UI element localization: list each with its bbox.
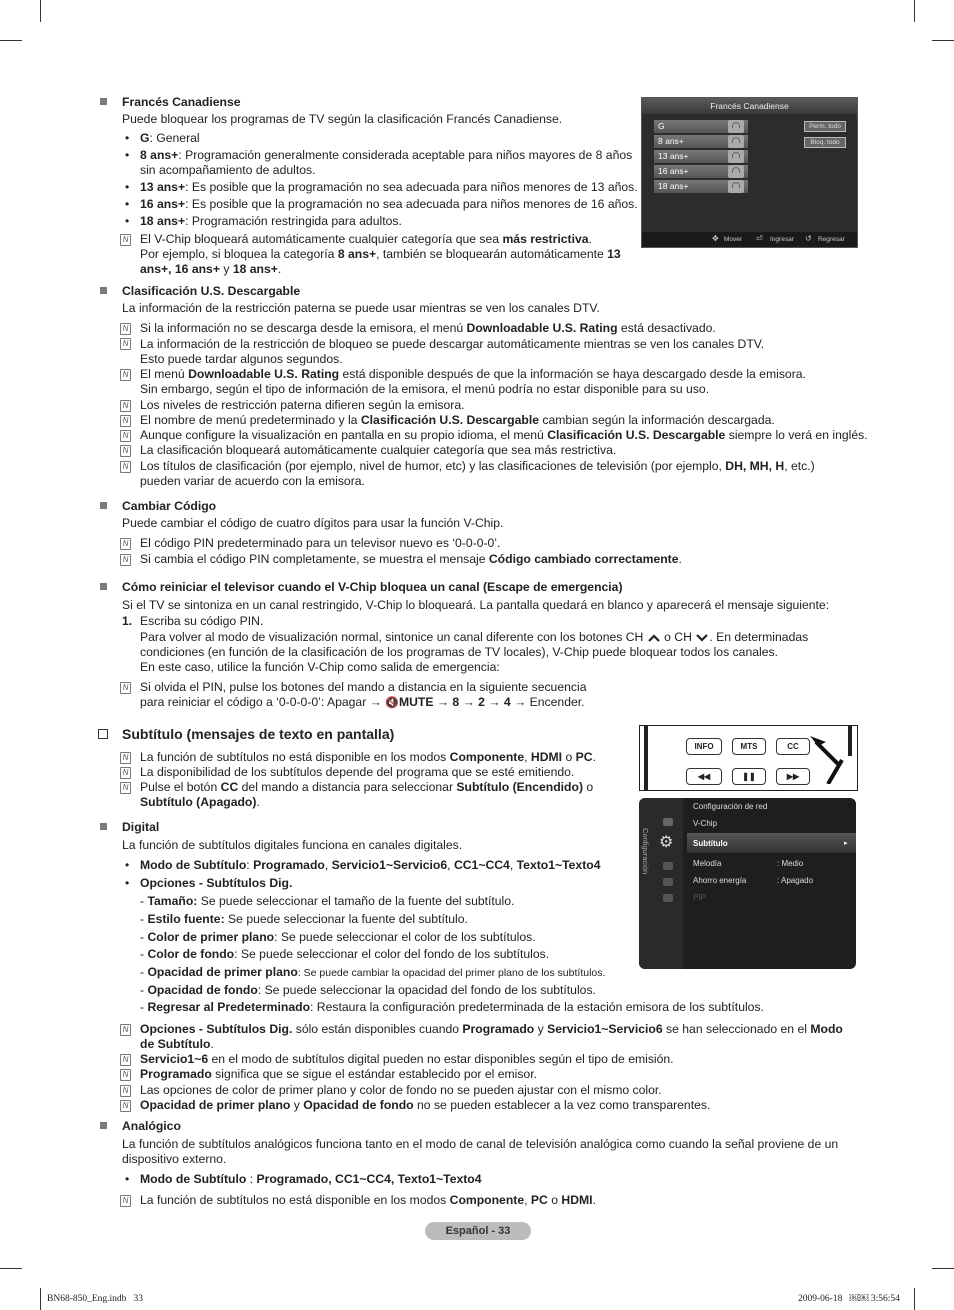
digital-option-fgcolor: - Color de primer plano: Se puede seleccionar el color de los subtítulos. bbox=[140, 930, 536, 944]
sidebar-icon bbox=[663, 878, 673, 886]
section-bullet-icon bbox=[100, 287, 107, 294]
digital-note-1: Opciones - Subtítulos Dig. sólo están disponibles cuando Programado y Servicio1~Servicio6 se han seleccionado en el Modo bbox=[140, 1022, 843, 1036]
usd-note-8: Los títulos de clasificación (por ejemplo, nivel de humor, etc) y las clasificaciones de televisión (por ejemplo, DH, MH, H, etc.) bbox=[140, 459, 815, 473]
rating-row-18[interactable]: 18 ans+ bbox=[654, 180, 748, 193]
crop-mark bbox=[0, 40, 22, 41]
menu-item-pip[interactable]: PIP bbox=[693, 893, 706, 902]
remote-edge bbox=[644, 726, 648, 790]
checkbox-icon bbox=[98, 729, 108, 739]
usd-note-7: La clasificación bloqueará automáticamente cualquier categoría que sea más restrictiva. bbox=[140, 443, 617, 457]
bullet-dot: • bbox=[125, 197, 130, 211]
return-label: Regresar bbox=[818, 236, 845, 243]
digital-option-font: - Estilo fuente: Se puede seleccionar la fuente del subtítulo. bbox=[140, 912, 468, 926]
digital-note-4: Las opciones de color de primer plano y color de fondo no se pueden ajustar con el mismo color. bbox=[140, 1083, 662, 1097]
chevron-right-icon: ▸ bbox=[844, 840, 848, 847]
note-icon bbox=[120, 400, 131, 412]
analog-note-1: La función de subtítulos no está disponible en los modos Componente, PC o HDMI. bbox=[140, 1193, 596, 1207]
sub-note-3: Pulse el botón CC del mando a distancia para seleccionar Subtítulo (Encendido) o bbox=[140, 780, 594, 794]
bullet-dot: • bbox=[125, 214, 130, 228]
digital-note-1-cont: de Subtítulo. bbox=[140, 1037, 214, 1051]
note-icon bbox=[120, 538, 131, 550]
reset-note-1: Si olvida el PIN, pulse los botones del mando a distancia en la siguiente secuencia bbox=[140, 680, 587, 694]
page-number-badge: Español - 33 bbox=[425, 1222, 531, 1240]
mute-icon: 🔇 bbox=[385, 697, 399, 709]
sub-note-3-cont: Subtítulo (Apagado). bbox=[140, 795, 260, 809]
note-icon bbox=[120, 1069, 131, 1081]
bullet-dot: • bbox=[125, 858, 130, 872]
config-sidebar bbox=[639, 798, 683, 969]
section-bullet-icon bbox=[100, 1122, 107, 1129]
fc-note-line3: ans+, 16 ans+ y 18 ans+. bbox=[140, 262, 282, 276]
footer-file: BN68-850_Eng.indb 33 bbox=[47, 1294, 144, 1304]
bullet-dot: • bbox=[125, 876, 130, 890]
menu-item-melody[interactable]: Melodía bbox=[693, 859, 722, 868]
usd-note-3-cont: Sin embargo, según el tipo de información de la emisora, el menú podría no estar disponible para su uso. bbox=[140, 382, 710, 396]
chevron-up-icon bbox=[647, 633, 661, 643]
sub-note-1: La función de subtítulos no está disponible en los modos Componente, HDMI o PC. bbox=[140, 750, 596, 764]
note-icon bbox=[120, 369, 131, 381]
note-icon bbox=[120, 1195, 131, 1207]
menu-item-network[interactable]: Configuración de red bbox=[693, 802, 768, 811]
note-icon bbox=[120, 782, 131, 794]
fc-bullet-18: 18 ans+: Programación restringida para adultos. bbox=[140, 214, 402, 228]
bullet-dot: • bbox=[125, 1172, 130, 1186]
note-icon bbox=[120, 323, 131, 335]
section-heading-reset: Cómo reiniciar el televisor cuando el V-Chip bloquea un canal (Escape de emergencia) bbox=[122, 580, 623, 594]
move-icon: ✥ bbox=[712, 234, 719, 243]
note-icon bbox=[120, 430, 131, 442]
note-icon bbox=[120, 234, 131, 246]
digital-option-bgcolor: - Color de fondo: Se puede seleccionar el color del fondo de los subtítulos. bbox=[140, 947, 550, 961]
reset-intro: Si el TV se sintoniza en un canal restringido, V-Chip lo bloqueará. La pantalla quedará en blanco y aparecerá el mensaje siguiente: bbox=[122, 598, 830, 612]
usd-note-2-cont: Esto puede tardar algunos segundos. bbox=[140, 352, 343, 366]
digital-option-reset: - Regresar al Predeterminado: Restaura la configuración predeterminada de la estación emisora de los subtítulos. bbox=[140, 1000, 764, 1014]
fc-note-line2: Por ejemplo, si bloquea la categoría 8 ans+, también se bloquearán automáticamente 13 bbox=[140, 247, 621, 261]
section-bullet-icon bbox=[100, 583, 107, 590]
digital-note-2: Servicio1~6 en el modo de subtítulos digital pueden no estar disponibles según el tipo de emisión. bbox=[140, 1052, 674, 1066]
reset-line-2: condiciones (en función de la clasificación de los programas de TV locales), V-Chip puede bloquear todos los canales. bbox=[140, 645, 778, 659]
code-note-2: Si cambia el código PIN completamente, se muestra el mensaje Código cambiado correctamente. bbox=[140, 552, 682, 566]
fc-intro: Puede bloquear los programas de TV según la clasificación Francés Canadiense. bbox=[122, 112, 563, 126]
fc-menu-title: Francés Canadiense bbox=[642, 98, 857, 114]
crop-mark bbox=[932, 1268, 954, 1269]
config-sidebar-label: Configuración bbox=[641, 828, 650, 875]
note-icon bbox=[120, 1100, 131, 1112]
note-icon bbox=[120, 554, 131, 566]
section-heading-code: Cambiar Código bbox=[122, 499, 217, 513]
enter-label: Ingresar bbox=[770, 236, 794, 243]
crop-mark bbox=[40, 1288, 41, 1310]
pause-key[interactable]: ❚❚ bbox=[732, 768, 766, 785]
cc-key[interactable]: CC bbox=[776, 738, 810, 755]
rating-row-8[interactable]: 8 ans+ bbox=[654, 135, 748, 148]
section-bullet-icon bbox=[100, 98, 107, 105]
section-heading-fc: Francés Canadiense bbox=[122, 95, 241, 109]
reset-step-num: 1. bbox=[122, 614, 133, 628]
usd-note-2: La información de la restricción de bloqueo se puede descargar automáticamente mientras se ven los canales DTV. bbox=[140, 337, 765, 351]
bullet-dot: • bbox=[125, 131, 130, 145]
return-icon: ↺ bbox=[805, 234, 812, 243]
subtitle-heading: Subtítulo (mensajes de texto en pantalla) bbox=[122, 726, 395, 742]
rating-row-13[interactable]: 13 ans+ bbox=[654, 150, 748, 163]
crop-mark bbox=[914, 0, 915, 22]
footer-date: 2009-06-18 ￼￼ 3:56:54 bbox=[798, 1294, 900, 1304]
reset-step: Escriba su código PIN. bbox=[140, 614, 264, 628]
fc-bullet-8: 8 ans+: Programación generalmente considerada aceptable para niños mayores de 8 años bbox=[140, 148, 633, 162]
sidebar-icon bbox=[663, 818, 673, 826]
section-bullet-icon bbox=[100, 502, 107, 509]
reset-line-3: En este caso, utilice la función V-Chip como salida de emergencia: bbox=[140, 660, 500, 674]
usd-note-1: Si la información no se descarga desde la emisora, el menú Downloadable U.S. Rating está desactivado. bbox=[140, 321, 716, 335]
analog-intro-2: dispositivo externo. bbox=[122, 1152, 227, 1166]
lock-icon[interactable] bbox=[728, 120, 744, 133]
chevron-down-icon bbox=[695, 633, 709, 643]
sub-note-2: La disponibilidad de los subtítulos depende del programa que se esté emitiendo. bbox=[140, 765, 575, 779]
note-icon bbox=[120, 338, 131, 350]
usd-intro: La información de la restricción paterna se puede usar mientras se ven los canales DTV. bbox=[122, 301, 600, 315]
fc-bullet-8-cont: sin acompañamiento de adultos. bbox=[140, 163, 316, 177]
lock-icon[interactable] bbox=[728, 135, 744, 148]
fc-bullet-16: 16 ans+: Es posible que la programación no sea adecuada para niños menores de 16 años. bbox=[140, 197, 638, 211]
digital-note-3: Programado significa que se sigue el estándar establecido por el emisor. bbox=[140, 1067, 537, 1081]
reset-note-2: para reiniciar el código a ‘0-0-0-0’: Apagar → 🔇MUTE → 8 → 2 → 4 → Encender. bbox=[140, 695, 585, 709]
menu-item-caption[interactable]: Subtítulo bbox=[693, 839, 728, 848]
pointer-arrow-icon bbox=[808, 734, 848, 784]
note-icon bbox=[120, 1024, 131, 1036]
section-heading-digital: Digital bbox=[122, 820, 160, 834]
analog-bullet-mode: Modo de Subtítulo : Programado, CC1~CC4, Texto1~Texto4 bbox=[140, 1172, 482, 1186]
section-heading-usd: Clasificación U.S. Descargable bbox=[122, 284, 301, 298]
note-icon bbox=[120, 415, 131, 427]
usd-note-3: El menú Downloadable U.S. Rating está disponible después de que la información se haya descargado desde la emisora. bbox=[140, 367, 806, 381]
rating-row-16[interactable]: 16 ans+ bbox=[654, 165, 748, 178]
menu-item-energy-value: : Apagado bbox=[777, 876, 814, 885]
note-icon bbox=[120, 752, 131, 764]
section-heading-analog: Analógico bbox=[122, 1119, 181, 1133]
menu-item-melody-value: : Medio bbox=[777, 859, 804, 868]
crop-mark bbox=[932, 40, 954, 41]
usd-note-8-cont: pueden variar de acuerdo con la emisora. bbox=[140, 474, 365, 488]
bullet-dot: • bbox=[125, 180, 130, 194]
note-icon bbox=[120, 682, 131, 694]
note-icon bbox=[120, 461, 131, 473]
gear-icon: ⚙ bbox=[659, 834, 674, 851]
block-all-button[interactable]: Bloq. todo bbox=[804, 137, 846, 148]
analog-intro-1: La función de subtítulos analógicos funciona tanto en el modo de canal de televisión analógica como cuando la señal proviene de un bbox=[122, 1137, 839, 1151]
sidebar-icon bbox=[663, 894, 673, 902]
crop-mark bbox=[0, 1268, 22, 1269]
info-key[interactable]: INFO bbox=[686, 738, 722, 755]
fc-bullet-g: G: General bbox=[140, 131, 200, 145]
remote-illustration bbox=[639, 725, 858, 791]
crop-mark bbox=[914, 1288, 915, 1310]
allow-all-button[interactable]: Perm. todo bbox=[804, 121, 846, 132]
config-menu-screenshot bbox=[639, 798, 856, 969]
usd-note-4: Los niveles de restricción paterna difieren según la emisora. bbox=[140, 398, 465, 412]
rating-row-g[interactable]: G bbox=[654, 120, 748, 133]
digital-option-bgopacity: - Opacidad de fondo: Se puede seleccionar la opacidad del fondo de los subtítulos. bbox=[140, 983, 596, 997]
move-label: Mover bbox=[724, 236, 743, 243]
bullet-dot: • bbox=[125, 148, 130, 162]
section-bullet-icon bbox=[100, 823, 107, 830]
lock-icon[interactable] bbox=[728, 180, 744, 193]
lock-icon[interactable] bbox=[728, 150, 744, 163]
usd-note-5: El nombre de menú predeterminado y la Clasificación U.S. Descargable cambian según la información descargada. bbox=[140, 413, 775, 427]
note-icon bbox=[120, 1085, 131, 1097]
rewind-key[interactable]: ◀◀ bbox=[686, 768, 722, 785]
code-intro: Puede cambiar el código de cuatro dígitos para usar la función V-Chip. bbox=[122, 516, 504, 530]
mts-key[interactable]: MTS bbox=[732, 738, 766, 755]
fc-menu-footer bbox=[642, 232, 857, 247]
code-note-1: El código PIN predeterminado para un televisor nuevo es ‘0-0-0-0’. bbox=[140, 536, 501, 550]
lock-icon[interactable] bbox=[728, 165, 744, 178]
digital-option-size: - Tamaño: Se puede seleccionar el tamaño de la fuente del subtítulo. bbox=[140, 894, 515, 908]
note-icon bbox=[120, 767, 131, 779]
crop-mark bbox=[40, 0, 41, 22]
fc-menu-screenshot bbox=[641, 97, 858, 248]
usd-note-6: Aunque configure la visualización en pantalla en su propio idioma, el menú Clasificación U.S. Descargable siempre lo verá en inglés. bbox=[140, 428, 868, 442]
fc-note-line1: El V-Chip bloqueará automáticamente cualquier categoría que sea más restrictiva. bbox=[140, 232, 592, 246]
fc-bullet-13: 13 ans+: Es posible que la programación no sea adecuada para niños menores de 13 años. bbox=[140, 180, 638, 194]
digital-option-fgopacity: - Opacidad de primer plano: Se puede cambiar la opacidad del primer plano de los subtítulos. bbox=[140, 965, 606, 979]
fast-forward-key[interactable]: ▶▶ bbox=[776, 768, 810, 785]
reset-line-1: Para volver al modo de visualización normal, sintonice un canal diferente con los botones CH o CH . En determinadas bbox=[140, 630, 809, 644]
digital-note-5: Opacidad de primer plano y Opacidad de fondo no se pueden establecer a la vez como transparentes. bbox=[140, 1098, 711, 1112]
enter-icon: ⏎ bbox=[756, 234, 763, 243]
digital-bullet-options: Opciones - Subtítulos Dig. bbox=[140, 876, 293, 890]
note-icon bbox=[120, 1054, 131, 1066]
digital-bullet-mode: Modo de Subtítulo: Programado, Servicio1~Servicio6, CC1~CC4, Texto1~Texto4 bbox=[140, 858, 601, 872]
remote-edge bbox=[848, 726, 852, 756]
sidebar-icon bbox=[663, 862, 673, 870]
note-icon bbox=[120, 445, 131, 457]
menu-item-energy[interactable]: Ahorro energía bbox=[693, 876, 747, 885]
digital-intro: La función de subtítulos digitales funciona en canales digitales. bbox=[122, 838, 463, 852]
menu-item-vchip[interactable]: V-Chip bbox=[693, 819, 718, 828]
